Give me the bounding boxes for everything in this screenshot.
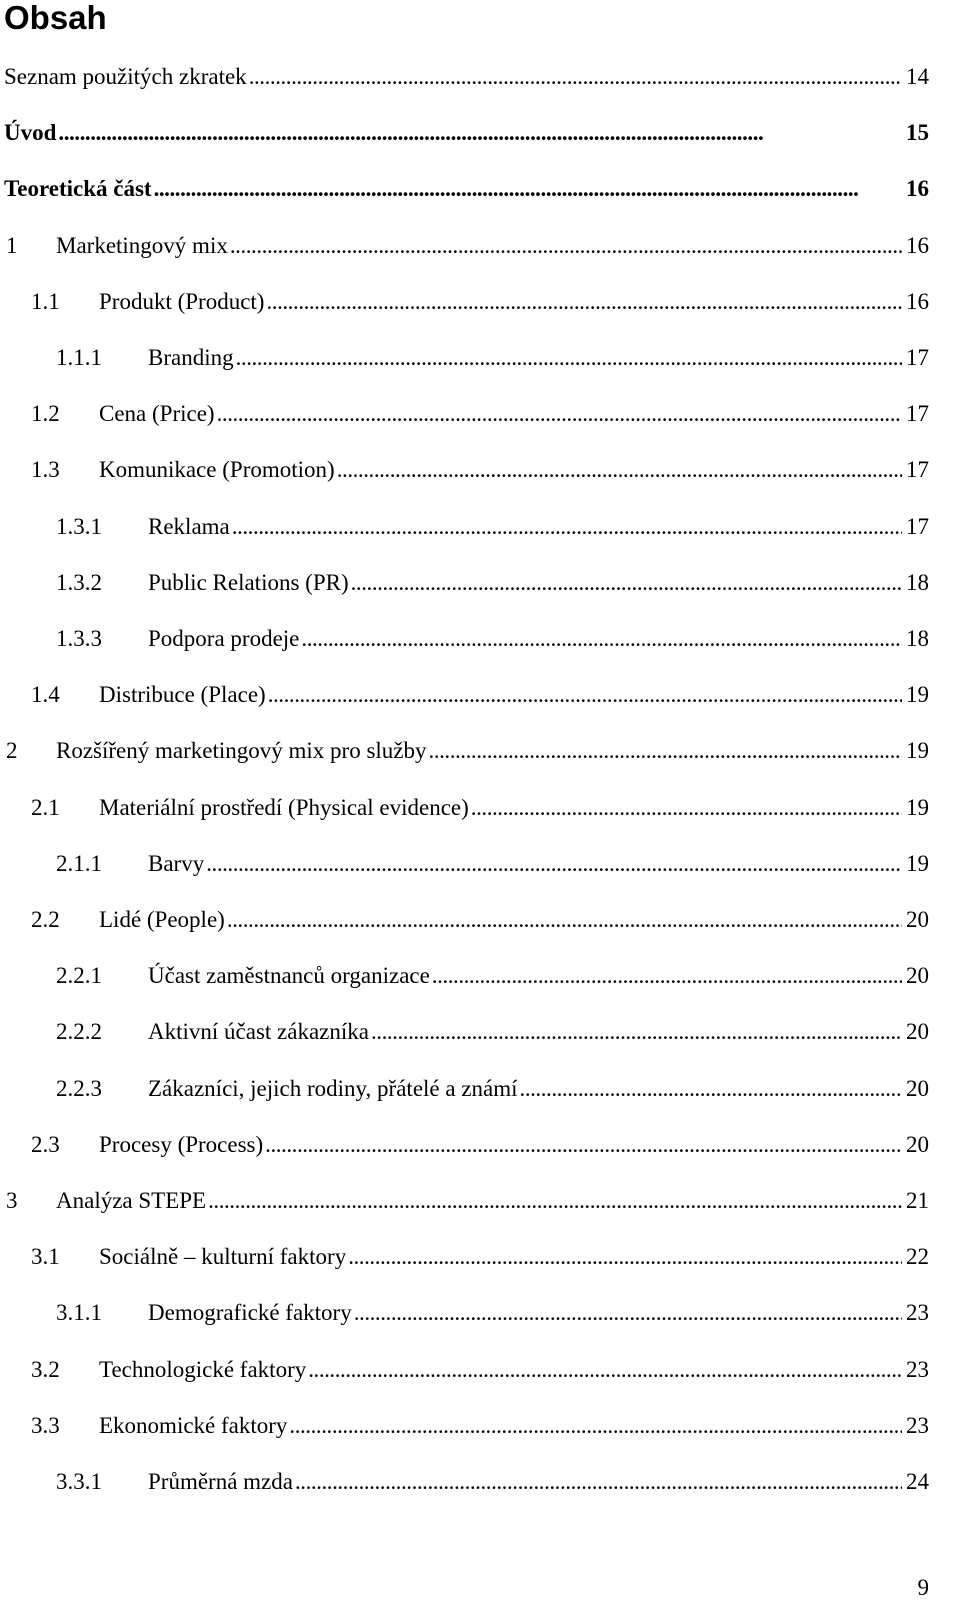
toc-entry[interactable] [0,1012,960,1052]
toc-entry-label: Zákazníci, jejich rodiny, přátelé a známí [148,1075,518,1101]
toc-dot-leader [520,1069,902,1109]
toc-entry-page: 23 [906,1412,929,1438]
toc-entry-label: Ekonomické faktory [99,1412,288,1438]
toc-entry-page: 19 [906,850,929,876]
toc-entry[interactable] [0,282,960,322]
toc-entry-label: Účast zaměstnanců organizace [148,963,430,989]
toc-entry[interactable] [0,844,960,884]
toc-entry-page: 23 [906,1356,929,1382]
toc-entry[interactable] [0,619,960,659]
toc-entry-page: 18 [906,569,929,595]
toc-entry[interactable] [0,956,960,996]
toc-entry[interactable] [0,338,960,378]
toc-entry-number: 1.1 [31,288,60,314]
toc-entry-number: 1.2 [31,401,60,427]
toc-entry-label: Technologické faktory [99,1356,307,1382]
toc-dot-leader [227,900,902,940]
toc-dot-leader [265,1125,902,1165]
toc-entry-page: 24 [906,1469,929,1494]
toc-entry-number: 1.3.3 [56,626,102,651]
toc-entry[interactable] [0,226,960,266]
toc-entry-number: 1 [6,232,18,258]
toc-dot-leader [429,731,903,771]
toc-entry-page: 21 [906,1188,929,1213]
toc-dot-leader [236,338,902,378]
toc-entry-label: Materiální prostředí (Physical evidence) [99,794,469,820]
toc-entry-number: 3.1 [31,1244,60,1270]
toc-entry-page: 20 [906,1131,929,1157]
toc-entry[interactable] [0,1406,960,1446]
toc-entry[interactable] [0,169,960,209]
toc-entry-label: Sociálně – kulturní faktory [99,1244,347,1270]
toc-entry[interactable] [0,788,960,828]
toc-entry[interactable] [0,1293,960,1333]
toc-entry[interactable] [0,57,960,97]
toc-entry-number: 2.1 [31,794,60,820]
page-number: 9 [917,1575,929,1600]
toc-entry-label: Produkt (Product) [99,288,265,314]
toc-entry[interactable] [0,675,960,715]
toc-dot-leader [301,619,902,659]
toc-entry-page: 19 [906,738,929,764]
toc-entry-number: 3.3 [31,1412,60,1438]
toc-dot-leader [249,57,902,97]
toc-entry-label: Branding [148,345,234,370]
toc-entry-label: Demografické faktory [148,1300,352,1326]
toc-entry[interactable] [0,900,960,940]
toc-entry-number: 2.2.2 [56,1019,102,1045]
toc-dot-leader [217,394,902,434]
toc-entry-number: 1.3 [31,457,60,483]
toc-entry[interactable] [0,1350,960,1390]
toc-entry[interactable] [0,1462,960,1502]
toc-entry-page: 18 [906,626,929,651]
toc-entry-label: Reklama [148,513,230,539]
toc-entry-page: 20 [906,963,929,989]
toc-entry[interactable] [0,1125,960,1165]
toc-entry[interactable] [0,1069,960,1109]
toc-entry-label: Analýza STEPE [56,1188,207,1213]
toc-entry-number: 1.3.2 [56,569,102,595]
toc-entry-page: 23 [906,1300,929,1326]
toc-entry-number: 3 [6,1188,18,1213]
toc-entry-label: Seznam použitých zkratek [4,64,247,89]
toc-entry-label: Rozšířený marketingový mix pro služby [56,738,427,764]
toc-entry-label: Průměrná mzda [148,1469,293,1494]
toc-entry-number: 1.3.1 [56,513,102,539]
toc-entry-number: 2.2.3 [56,1075,102,1101]
toc-dot-leader [371,1012,902,1052]
toc-entry-page: 20 [906,1075,929,1101]
toc-entry-page: 20 [906,907,929,932]
toc-entry-label: Cena (Price) [99,401,215,427]
toc-entry-page: 19 [906,682,929,708]
toc-entry-label: Distribuce (Place) [99,682,266,708]
toc-entry-label: Teoretická část [4,176,152,202]
toc-entry-number: 2 [6,738,18,764]
toc-entry-number: 3.2 [31,1356,60,1382]
toc-entry-page: 15 [906,120,929,146]
toc-entry-label: Public Relations (PR) [148,569,349,595]
toc-entry[interactable] [0,731,960,771]
toc-dot-leader [266,282,902,322]
toc-entry-page: 17 [906,345,929,370]
toc-entry-page: 17 [906,401,929,427]
toc-entry[interactable] [0,394,960,434]
toc-dot-leader [268,675,902,715]
toc-entry-page: 19 [906,794,929,820]
toc-dot-leader [432,956,902,996]
toc-dot-leader [295,1462,902,1502]
toc-entry-number: 2.2 [31,907,60,932]
toc-entry-label: Lidé (People) [99,907,225,932]
toc-entry[interactable] [0,507,960,547]
toc-entry-number: 3.1.1 [56,1300,102,1326]
toc-entry[interactable] [0,563,960,603]
toc-entry-page: 20 [906,1019,929,1045]
toc-dot-leader [230,226,902,266]
toc-dot-leader [232,507,902,547]
toc-entry-label: Procesy (Process) [99,1131,264,1157]
toc-entry-page: 16 [906,176,929,202]
toc-entry-label: Podpora prodeje [148,626,300,651]
toc-entry-label: Komunikace (Promotion) [99,457,335,483]
toc-dot-leader [348,1237,902,1277]
toc-entry-page: 14 [906,64,929,89]
toc-entry[interactable] [0,1237,960,1277]
toc-entry-page: 22 [906,1244,929,1270]
toc-dot-leader [208,1181,902,1221]
toc-dot-leader [354,1293,902,1333]
toc-dot-leader [154,169,902,209]
toc-entry-number: 2.3 [31,1131,60,1157]
toc-entry-label: Úvod [4,120,57,146]
toc-entry-label: Marketingový mix [56,232,228,258]
toc-dot-leader [289,1406,902,1446]
toc-dot-leader [58,113,902,153]
toc-entry-page: 16 [906,288,929,314]
toc-entry-number: 1.1.1 [56,345,102,370]
toc-entry-label: Aktivní účast zákazníka [148,1019,369,1045]
toc-entry-label: Barvy [148,850,205,876]
page-title: Obsah [4,0,107,36]
toc-entry-page: 17 [906,513,929,539]
toc-entry[interactable] [0,1181,960,1221]
toc-dot-leader [308,1350,902,1390]
toc-dot-leader [351,563,902,603]
toc-entry[interactable] [0,450,960,490]
toc-dot-leader [471,788,902,828]
toc-entry-number: 2.1.1 [56,850,102,876]
toc-entry-number: 3.3.1 [56,1469,102,1494]
toc-dot-leader [337,450,902,490]
toc-entry-page: 17 [906,457,929,483]
toc-dot-leader [206,844,902,884]
toc-entry-page: 16 [906,232,929,258]
toc-entry-number: 1.4 [31,682,60,708]
toc-entry-number: 2.2.1 [56,963,102,989]
toc-entry[interactable] [0,113,960,153]
